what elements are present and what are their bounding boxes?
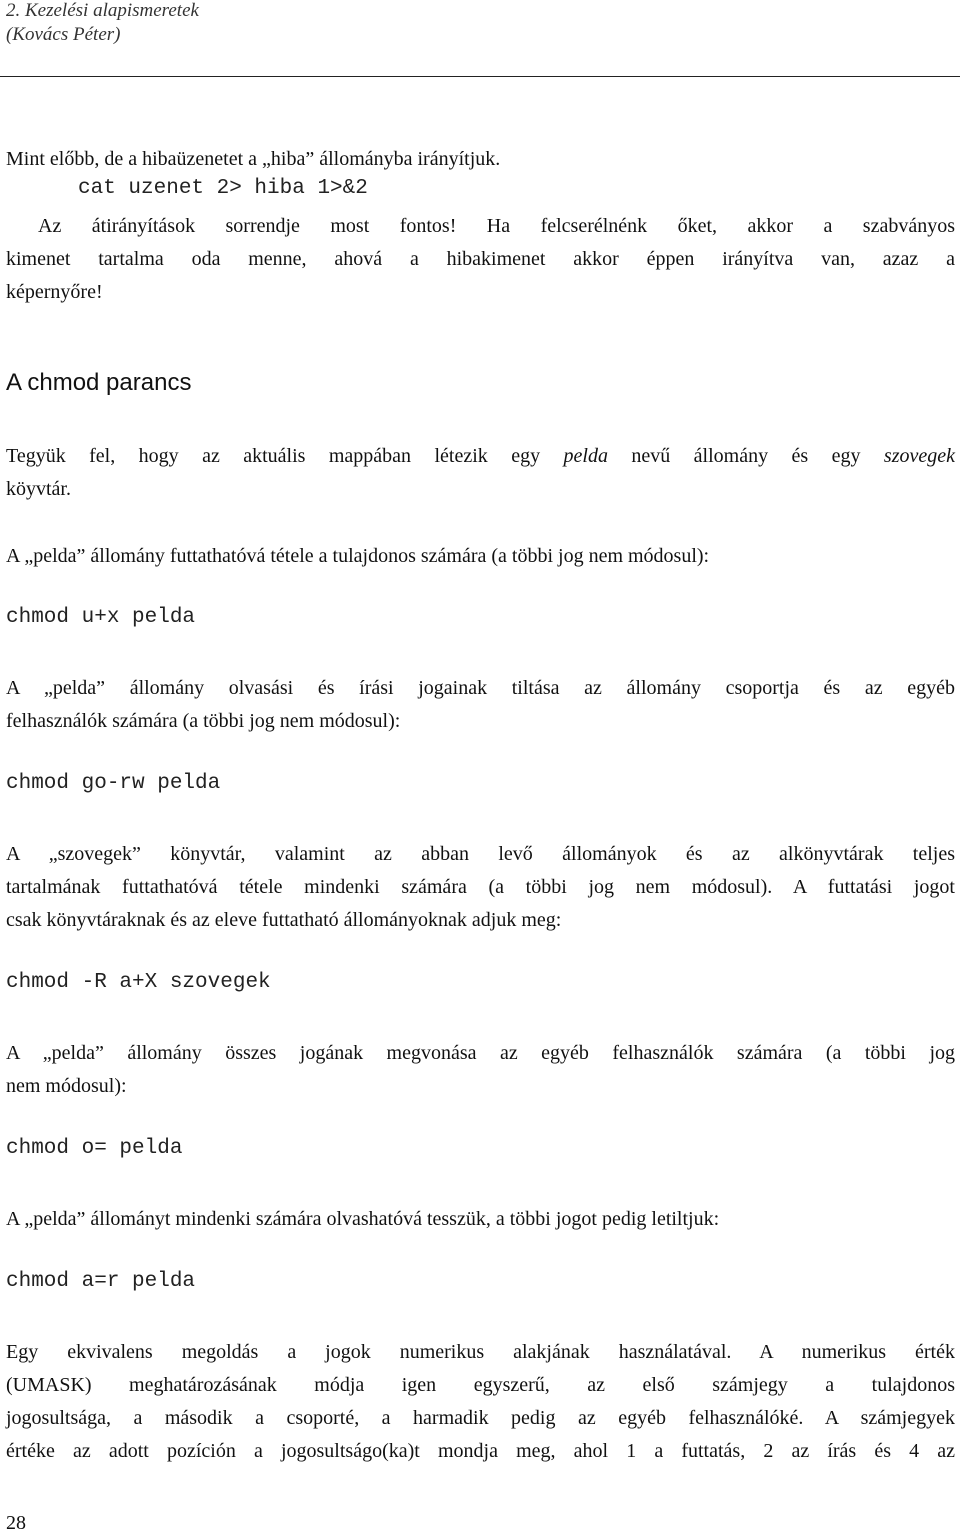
- code-chmod-gorw: chmod go-rw pelda: [6, 772, 221, 795]
- header-divider: [0, 76, 960, 77]
- paragraph-numeric-line-2: (UMASK) meghatározásának módja igen egyszerű, az első számjegy a tulajdonos: [6, 1374, 955, 1396]
- code-chmod-ar: chmod a=r pelda: [6, 1270, 196, 1293]
- paragraph-revoke-line-1: A „pelda” állomány összes jogának megvonása az egyéb felhasználók számára (a többi jog: [6, 1042, 955, 1064]
- section-heading: A chmod parancs: [6, 369, 192, 396]
- emphasis-pelda: pelda: [563, 445, 608, 467]
- page-number: 28: [6, 1512, 26, 1534]
- paragraph-assumption-line-1: [6, 440, 955, 473]
- header-chapter-title: 2. Kezelési alapismeretek: [6, 0, 199, 21]
- code-chmod-ux: chmod u+x pelda: [6, 606, 196, 629]
- paragraph-order-line-1: Az átirányítások sorrendje most fontos! Ha felcserélnénk őket, akkor a szabványos: [38, 215, 955, 237]
- paragraph-numeric-line-4: értéke az adott pozíción a jogosultságo(ka)t mondja meg, ahol 1 a futtatás, 2 az írás és 4 az: [6, 1440, 955, 1462]
- code-chmod-recursive: chmod -R a+X szovegek: [6, 971, 271, 994]
- emphasis-szovegek: szovegek: [883, 445, 955, 467]
- text-segment: nevű állomány és egy: [607, 445, 884, 467]
- paragraph-readwrite-line-1: A „pelda” állomány olvasási és írási jogainak tiltása az állomány csoportja és az egyéb: [6, 677, 955, 699]
- paragraph-recursive-line-2: tartalmának futtathatóvá tétele mindenki számára (a többi jog nem módosul). A futtatási jogot: [6, 876, 955, 898]
- paragraph-recursive-line-1: A „szovegek” könyvtár, valamint az abban levő állományok és az alkönyvtárak teljes: [6, 843, 955, 865]
- text-segment: Tegyük fel, hogy az aktuális mappában létezik egy: [6, 445, 564, 467]
- paragraph-assumption-line-2: köyvtár.: [6, 478, 71, 500]
- paragraph-numeric-line-3: jogosultsága, a második a csoporté, a harmadik pedig az egyéb felhasználóké. A számjegyek: [6, 1407, 955, 1429]
- paragraph-readwrite-line-2: felhasználók számára (a többi jog nem módosul):: [6, 710, 401, 732]
- code-chmod-oeq: chmod o= pelda: [6, 1137, 183, 1160]
- paragraph-executable: A „pelda” állomány futtathatóvá tétele a tulajdonos számára (a többi jog nem módosul):: [6, 545, 710, 567]
- paragraph-revoke-line-2: nem módosul):: [6, 1075, 127, 1097]
- header-author: (Kovács Péter): [6, 24, 121, 45]
- paragraph-redirect-error: Mint előbb, de a hibaüzenetet a „hiba” állományba irányítjuk.: [6, 148, 501, 170]
- paragraph-numeric-line-1: Egy ekvivalens megoldás a jogok numerikus alakjának használatával. A numerikus érték: [6, 1341, 955, 1363]
- paragraph-order-line-2: kimenet tartalma oda menne, ahová a hibakimenet akkor éppen irányítva van, azaz a: [6, 248, 955, 270]
- paragraph-readonly: A „pelda” állományt mindenki számára olvashatóvá tesszük, a többi jogot pedig letiltjuk:: [6, 1208, 720, 1230]
- paragraph-order-line-3: képernyőre!: [6, 281, 103, 303]
- code-cat-redirect: cat uzenet 2> hiba 1>&2: [78, 177, 368, 200]
- paragraph-recursive-line-3: csak könyvtáraknak és az eleve futtatható állományoknak adjuk meg:: [6, 909, 562, 931]
